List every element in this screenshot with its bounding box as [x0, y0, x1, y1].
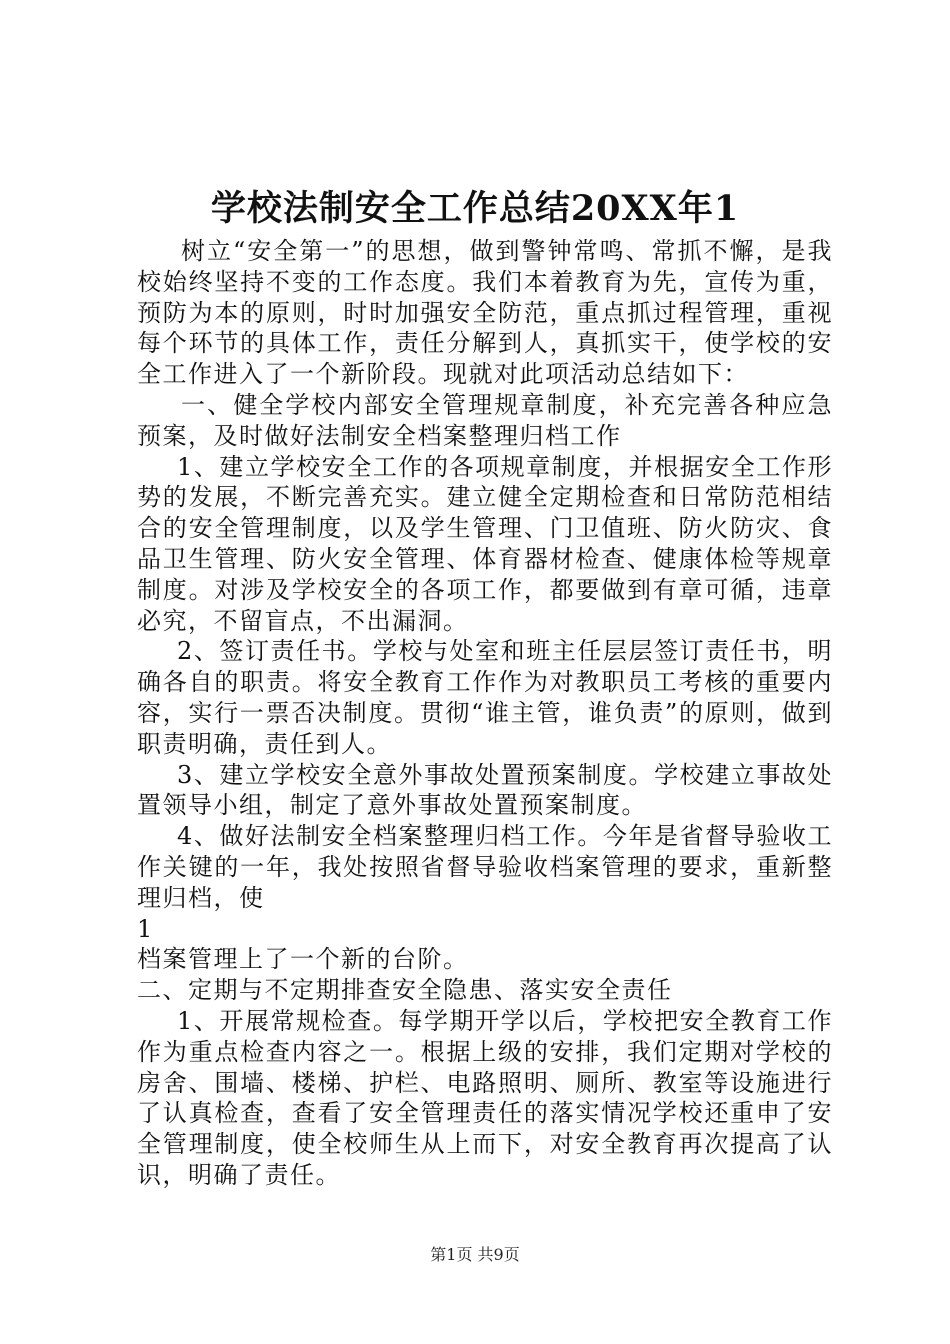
page-break-number: 1	[137, 914, 154, 943]
page-footer: 第1页 共9页	[430, 1245, 520, 1264]
paragraph-intro: 树立“安全第一”的思想，做到警钟常鸣、常抓不懈，是我校始终坚持不变的工作态度。我们本着教育为先，宣传为重，预防为本的原则，时时加强安全防范，重点抓过程管理，重视每个环节的具体工作，责任分解到人，真抓实干，使学校的安全工作进入了一个新阶段。现就对此项活动总结如下：	[137, 237, 833, 389]
paragraph-item-1-2: 2、签订责任书。学校与处室和班主任层层签订责任书，明确各自的职责。将安全教育工作作为对教职员工考核的重要内容，实行一票否决制度。贯彻“谁主管，谁负责”的原则，做到职责明确，责任到人。	[137, 637, 833, 758]
section-heading-2: 二、定期与不定期排查安全隐患、落实安全责任	[137, 976, 673, 1005]
paragraph-continuation: 档案管理上了一个新的台阶。	[137, 945, 469, 974]
section-heading-1: 一、健全学校内部安全管理规章制度，补充完善各种应急预案，及时做好法制安全档案整理归档工作	[137, 390, 833, 450]
document-body	[137, 236, 833, 1191]
paragraph-item-1-3: 3、建立学校安全意外事故处置预案制度。学校建立事故处置领导小组，制定了意外事故处置预案制度。	[137, 760, 833, 820]
paragraph-item-1-1: 1、建立学校安全工作的各项规章制度，并根据安全工作形势的发展，不断完善充实。建立健全定期检查和日常防范相结合的安全管理制度，以及学生管理、门卫值班、防火防灾、食品卫生管理、防火安全管理、体育器材检查、健康体检等规章制度。对涉及学校安全的各项工作，都要做到有章可循，违章必究，不留盲点，不出漏洞。	[137, 452, 833, 635]
document-title: 学校法制安全工作总结20XX年1	[210, 188, 740, 229]
paragraph-item-1-4: 4、做好法制安全档案整理归档工作。今年是省督导验收工作关键的一年，我处按照省督导验收档案管理的要求，重新整理归档，使	[137, 822, 833, 912]
paragraph-item-2-1: 1、开展常规检查。每学期开学以后，学校把安全教育工作作为重点检查内容之一。根据上级的安排，我们定期对学校的房舍、围墙、楼梯、护栏、电路照明、厕所、教室等设施进行了认真检查，查看了安全管理责任的落实情况学校还重申了安全管理制度，使全校师生从上而下，对安全教育再次提高了认识，明确了责任。	[137, 1006, 833, 1189]
